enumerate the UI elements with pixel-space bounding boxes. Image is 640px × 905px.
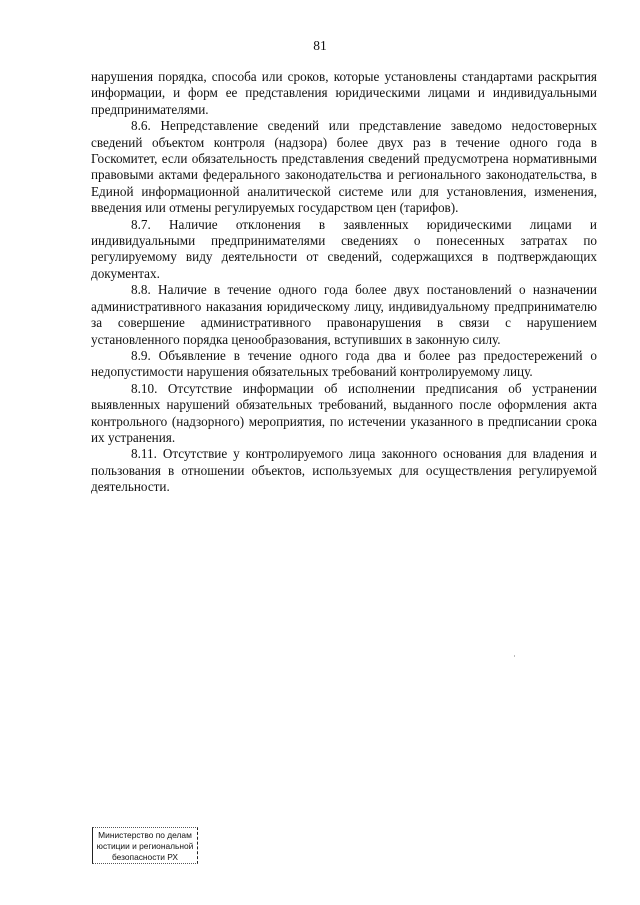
ministry-stamp	[92, 827, 198, 864]
paragraph-8-9: 8.9. Объявление в течение одного года два и более раз предостережений о недопустимости нарушения обязательных требований контролируемому лицу.	[91, 347, 597, 380]
paragraph-8-7: 8.7. Наличие отклонения в заявленных юридическими лицами и индивидуальными предпринимателями сведениях о понесенных затратах по регулируемому виду деятельности от сведений, содержащихся в подтверждающих документах.	[91, 216, 597, 281]
paragraph-8-10: 8.10. Отсутствие информации об исполнении предписания об устранении выявленных нарушений обязательных требований, выданного после оформления акта контрольного (надзорного) мероприятия, по истечении указанного в предписании срока их устранения.	[91, 380, 597, 445]
paragraph-continuation: нарушения порядка, способа или сроков, которые установлены стандартами раскрытия информации, и форм ее представления юридическими лицами и индивидуальными предпринимателями.	[91, 69, 597, 117]
paragraph-8-8: 8.8. Наличие в течение одного года более двух постановлений о назначении административного наказания юридическому лицу, индивидуальному предпринимателю за совершение административного правонарушения в связи с нарушением установленного порядка ценообразования, вступивших в законную силу.	[91, 282, 597, 347]
document-body	[91, 69, 597, 496]
paragraph-8-11: 8.11. Отсутствие у контролируемого лица законного основания для владения и пользования в отношении объектов, используемых для осуществления регулируемой деятельности.	[91, 446, 597, 495]
stamp-line-2: юстиции и региональной	[96, 841, 194, 851]
paragraph-8-6: 8.6. Непредставление сведений или представление заведомо недостоверных сведений объектом контроля (надзора) более двух раз в течение одного года в Госкомитет, если обязательность представления сведений предусмотрена нормативными правовыми актами федерального законодательства и регионального законодательства, в Единой информационной аналитической системе или для установления, изменения, введения или отмены регулируемых государством цен (тарифов).	[91, 118, 597, 216]
page-number: 81	[313, 38, 327, 53]
stamp-line-3: безопасности РХ	[111, 852, 179, 862]
stamp-line-1: Министерство по делам	[98, 830, 192, 840]
scan-speck	[514, 655, 515, 657]
